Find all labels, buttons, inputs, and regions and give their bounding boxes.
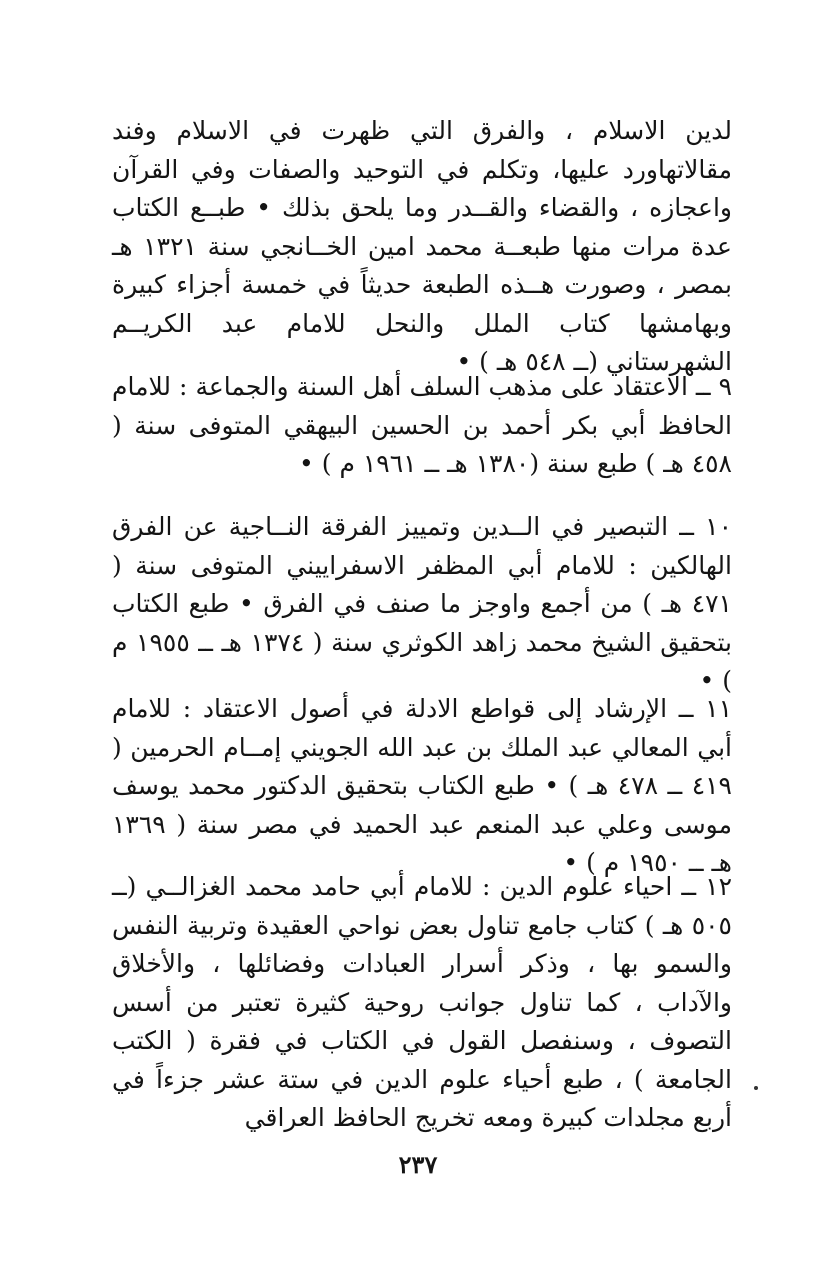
paragraph-text: ١٠ ــ التبصير في الــدين وتمييز الفرقة النــاجية عن الفرق الهالكين : للامام أبي المظفر الاسفراييني المتوفى سنة ( ٤٧١ هـ ) من أجمع واوجز ما صنف في الفرق • طبع الكتاب بتحقيق الشيخ محمد زاهد الكوثري سنة ( ١٣٧٤ هـ ــ ١٩٥٥ م ) • xyxy=(112,512,732,695)
margin-dot xyxy=(754,1086,758,1090)
entry-9 xyxy=(112,368,732,484)
entry-12 xyxy=(112,868,732,1138)
entry-11 xyxy=(112,690,732,883)
page-number: ٢٣٧ xyxy=(398,1150,438,1179)
entry-10 xyxy=(112,508,732,701)
paragraph-text: ١١ ــ الإرشاد إلى قواطع الادلة في أصول الاعتقاد : للامام أبي المعالي عبد الملك بن عبد الله الجويني إمــام الحرمين ( ٤١٩ ــ ٤٧٨ هـ ) • طبع الكتاب بتحقيق الدكتور محمد يوسف موسى وعلي عبد المنعم عبد الحميد في مصر سنة ( ١٣٦٩ هـ ــ ١٩٥٠ م ) • xyxy=(112,694,732,877)
paragraph-text: ١٢ ــ احياء علوم الدين : للامام أبي حامد محمد الغزالــي (ــ ٥٠٥ هـ ) كتاب جامع تناول بعض نواحي العقيدة وتربية النفس والسمو بها ، وذكر أسرار العبادات وفضائلها ، والأخلاق والآداب ، كما تناول جوانب روحية كثيرة تعتبر من أسس التصوف ، وسنفصل القول في الكتاب في فقرة ( الكتب الجامعة ) ، طبع أحياء علوم الدين في ستة عشر جزءاً في أربع مجلدات كبيرة ومعه تخريج الحافظ العراقي xyxy=(112,872,732,1132)
paragraph-text: ٩ ــ الاعتقاد على مذهب السلف أهل السنة والجماعة : للامام الحافظ أبي بكر أحمد بن الحسين البيهقي المتوفى سنة ( ٤٥٨ هـ ) طبع سنة (١٣٨٠ هـ ــ ١٩٦١ م ) • xyxy=(112,372,732,478)
paragraph-continuation xyxy=(112,112,732,382)
paragraph-text: لدين الاسلام ، والفرق التي ظهرت في الاسلام وفند مقالاتهاورد عليها، وتكلم في التوحيد والصفات وفي القرآن واعجازه ، والقضاء والقــدر وما يلحق بذلك • طبــع الكتاب عدة مرات منها طبعــة محمد امين الخــانجي سنة ١٣٢١ هـ بمصر ، وصورت هــذه الطبعة حديثاً في خمسة أجزاء كبيرة وبهامشها كتاب الملل والنحل للامام عبد الكريــم الشهرستاني (ــ ٥٤٨ هـ ) • xyxy=(112,116,732,376)
